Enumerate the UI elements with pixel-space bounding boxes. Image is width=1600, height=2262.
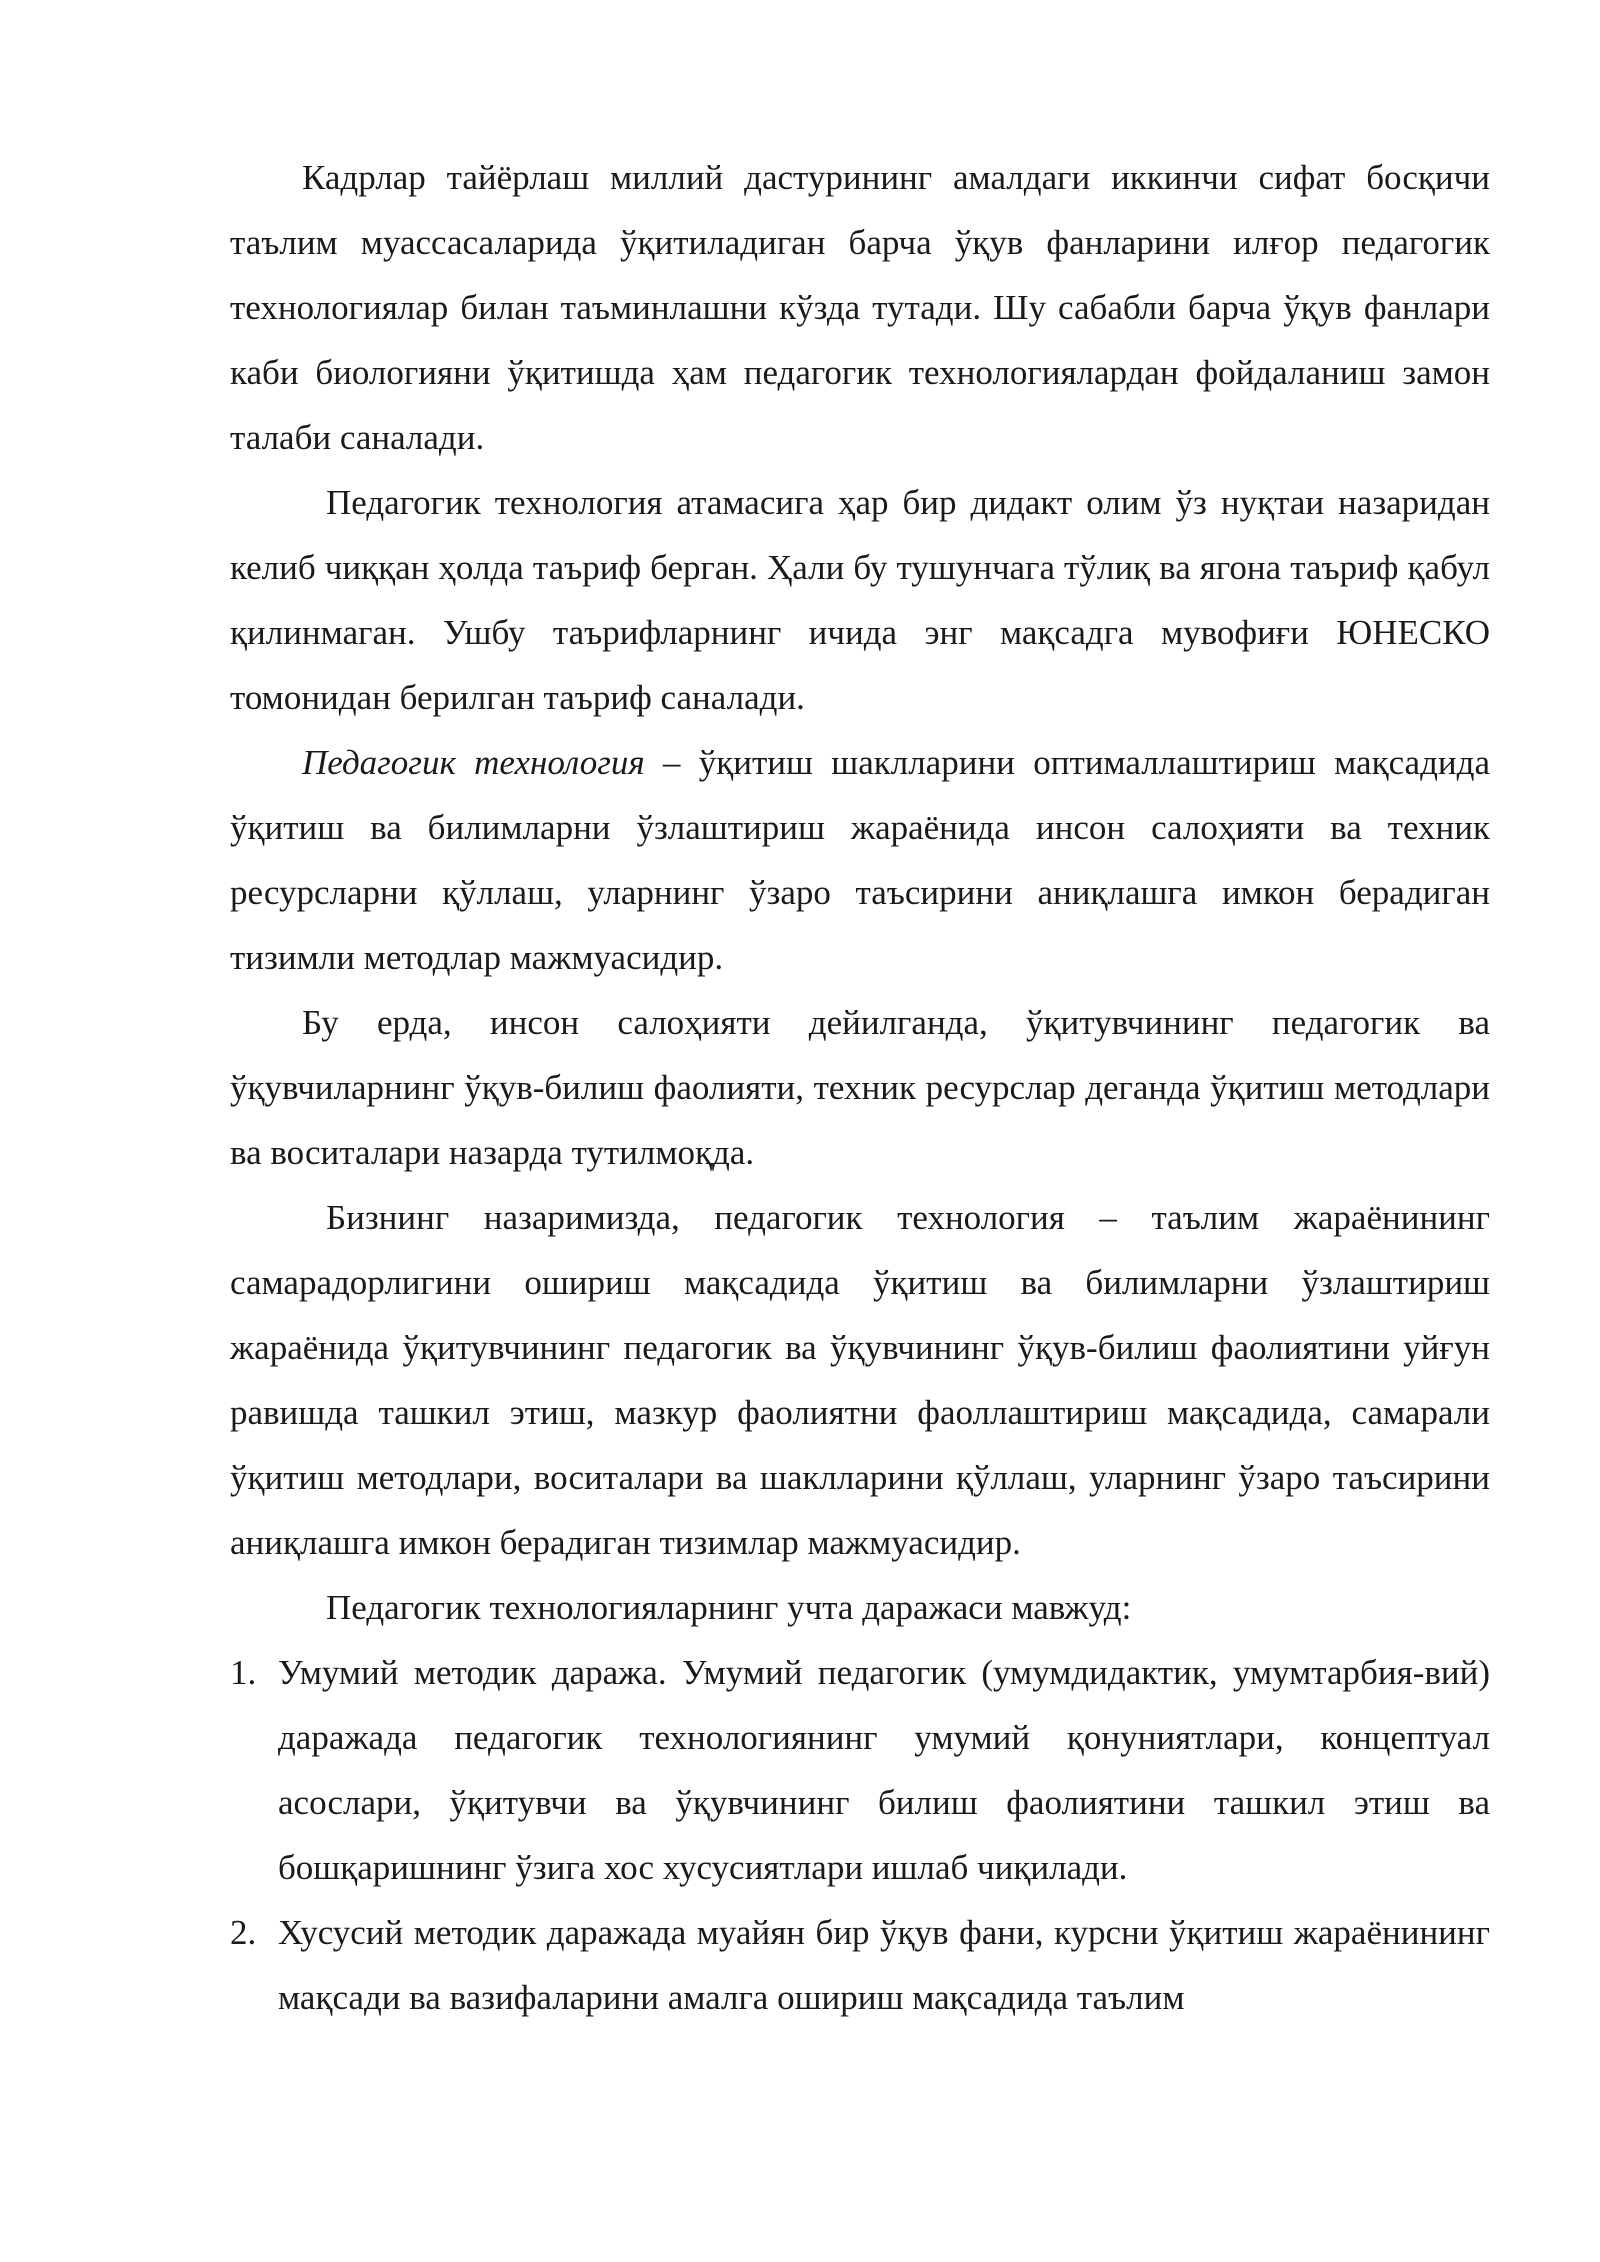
paragraph-5: Бизнинг назаримизда, педагогик технология – таълим жараёнининг самарадорлигини ошириш мақсадида ўқитиш ва билимларни ўзлаштириш жараёнида ўқитувчининг педагогик ва ўқувчининг ўқув-билиш фаолиятини уйғун равишда ташкил этиш, мазкур фаолиятни фаоллаштириш мақсадида, самарали ўқитиш методлари, воситалари ва шаклларини қўллаш, уларнинг ўзаро таъсирини аниқлашга имкон берадиган тизимлар мажмуасидир. xyxy=(230,1198,1490,1562)
paragraph-2: Педагогик технология атамасига ҳар бир дидакт олим ўз нуқтаи назаридан келиб чиққан ҳолда таъриф берган. Ҳали бу тушунчага тўлиқ ва ягона таъриф қабул қилинмаган. Ушбу таърифларнинг ичида энг мақсадга мувофиғи ЮНЕСКО томонидан берилган таъриф саналади. xyxy=(230,483,1490,717)
document-page xyxy=(230,145,1490,2030)
paragraph-1: Кадрлар тайёрлаш миллий дастурининг амалдаги иккинчи сифат босқичи таълим муассасаларида ўқитиладиган барча ўқув фанларини илғор педагогик технологиялар билан таъминлашни кўзда тутади. Шу сабабли барча ўқув фанлари каби биологияни ўқитишда ҳам педагогик технологиялардан фойдаланиш замон талаби саналади. xyxy=(230,158,1490,457)
paragraph-3 xyxy=(230,730,1490,990)
list-item-text: Умумий методик даража. Умумий педагогик (умумдидактик, умумтарбия-вий) даражада педагогик технологиянинг умумий қонуниятлари, концептуал асослари, ўқитувчи ва ўқувчининг билиш фаолиятини ташкил этиш ва бошқаришнинг ўзига хос хусусиятлари ишлаб чиқилади. xyxy=(278,1653,1490,1887)
list-item-text: Хусусий методик даражада муайян бир ўқув фани, курсни ўқитиш жараёнининг мақсади ва вазифаларини амалга ошириш мақсадида таълим xyxy=(278,1913,1490,2017)
list-item-number: 2. xyxy=(230,1913,257,1952)
paragraph-4: Бу ерда, инсон салоҳияти дейилганда, ўқитувчининг педагогик ва ўқувчиларнинг ўқув-билиш фаолияти, техник ресурслар деганда ўқитиш методлари ва воситалари назарда тутилмоқда. xyxy=(230,1003,1490,1172)
definition-term: Педагогик технология xyxy=(302,743,645,782)
list-item-number: 1. xyxy=(230,1653,257,1692)
list-item xyxy=(230,1900,1490,2030)
levels-list xyxy=(230,1640,1490,2030)
definition-text: – ўқитиш шаклларини оптималлаштириш мақсадида ўқитиш ва билимларни ўзлаштириш жараёнида инсон салоҳияти ва техник ресурсларни қўллаш, уларнинг ўзаро таъсирини аниқлашга имкон берадиган тизимли методлар мажмуасидир. xyxy=(230,743,1490,977)
paragraph-6: Педагогик технологияларнинг учта даражаси мавжуд: xyxy=(326,1588,1132,1627)
list-item xyxy=(230,1640,1490,1900)
